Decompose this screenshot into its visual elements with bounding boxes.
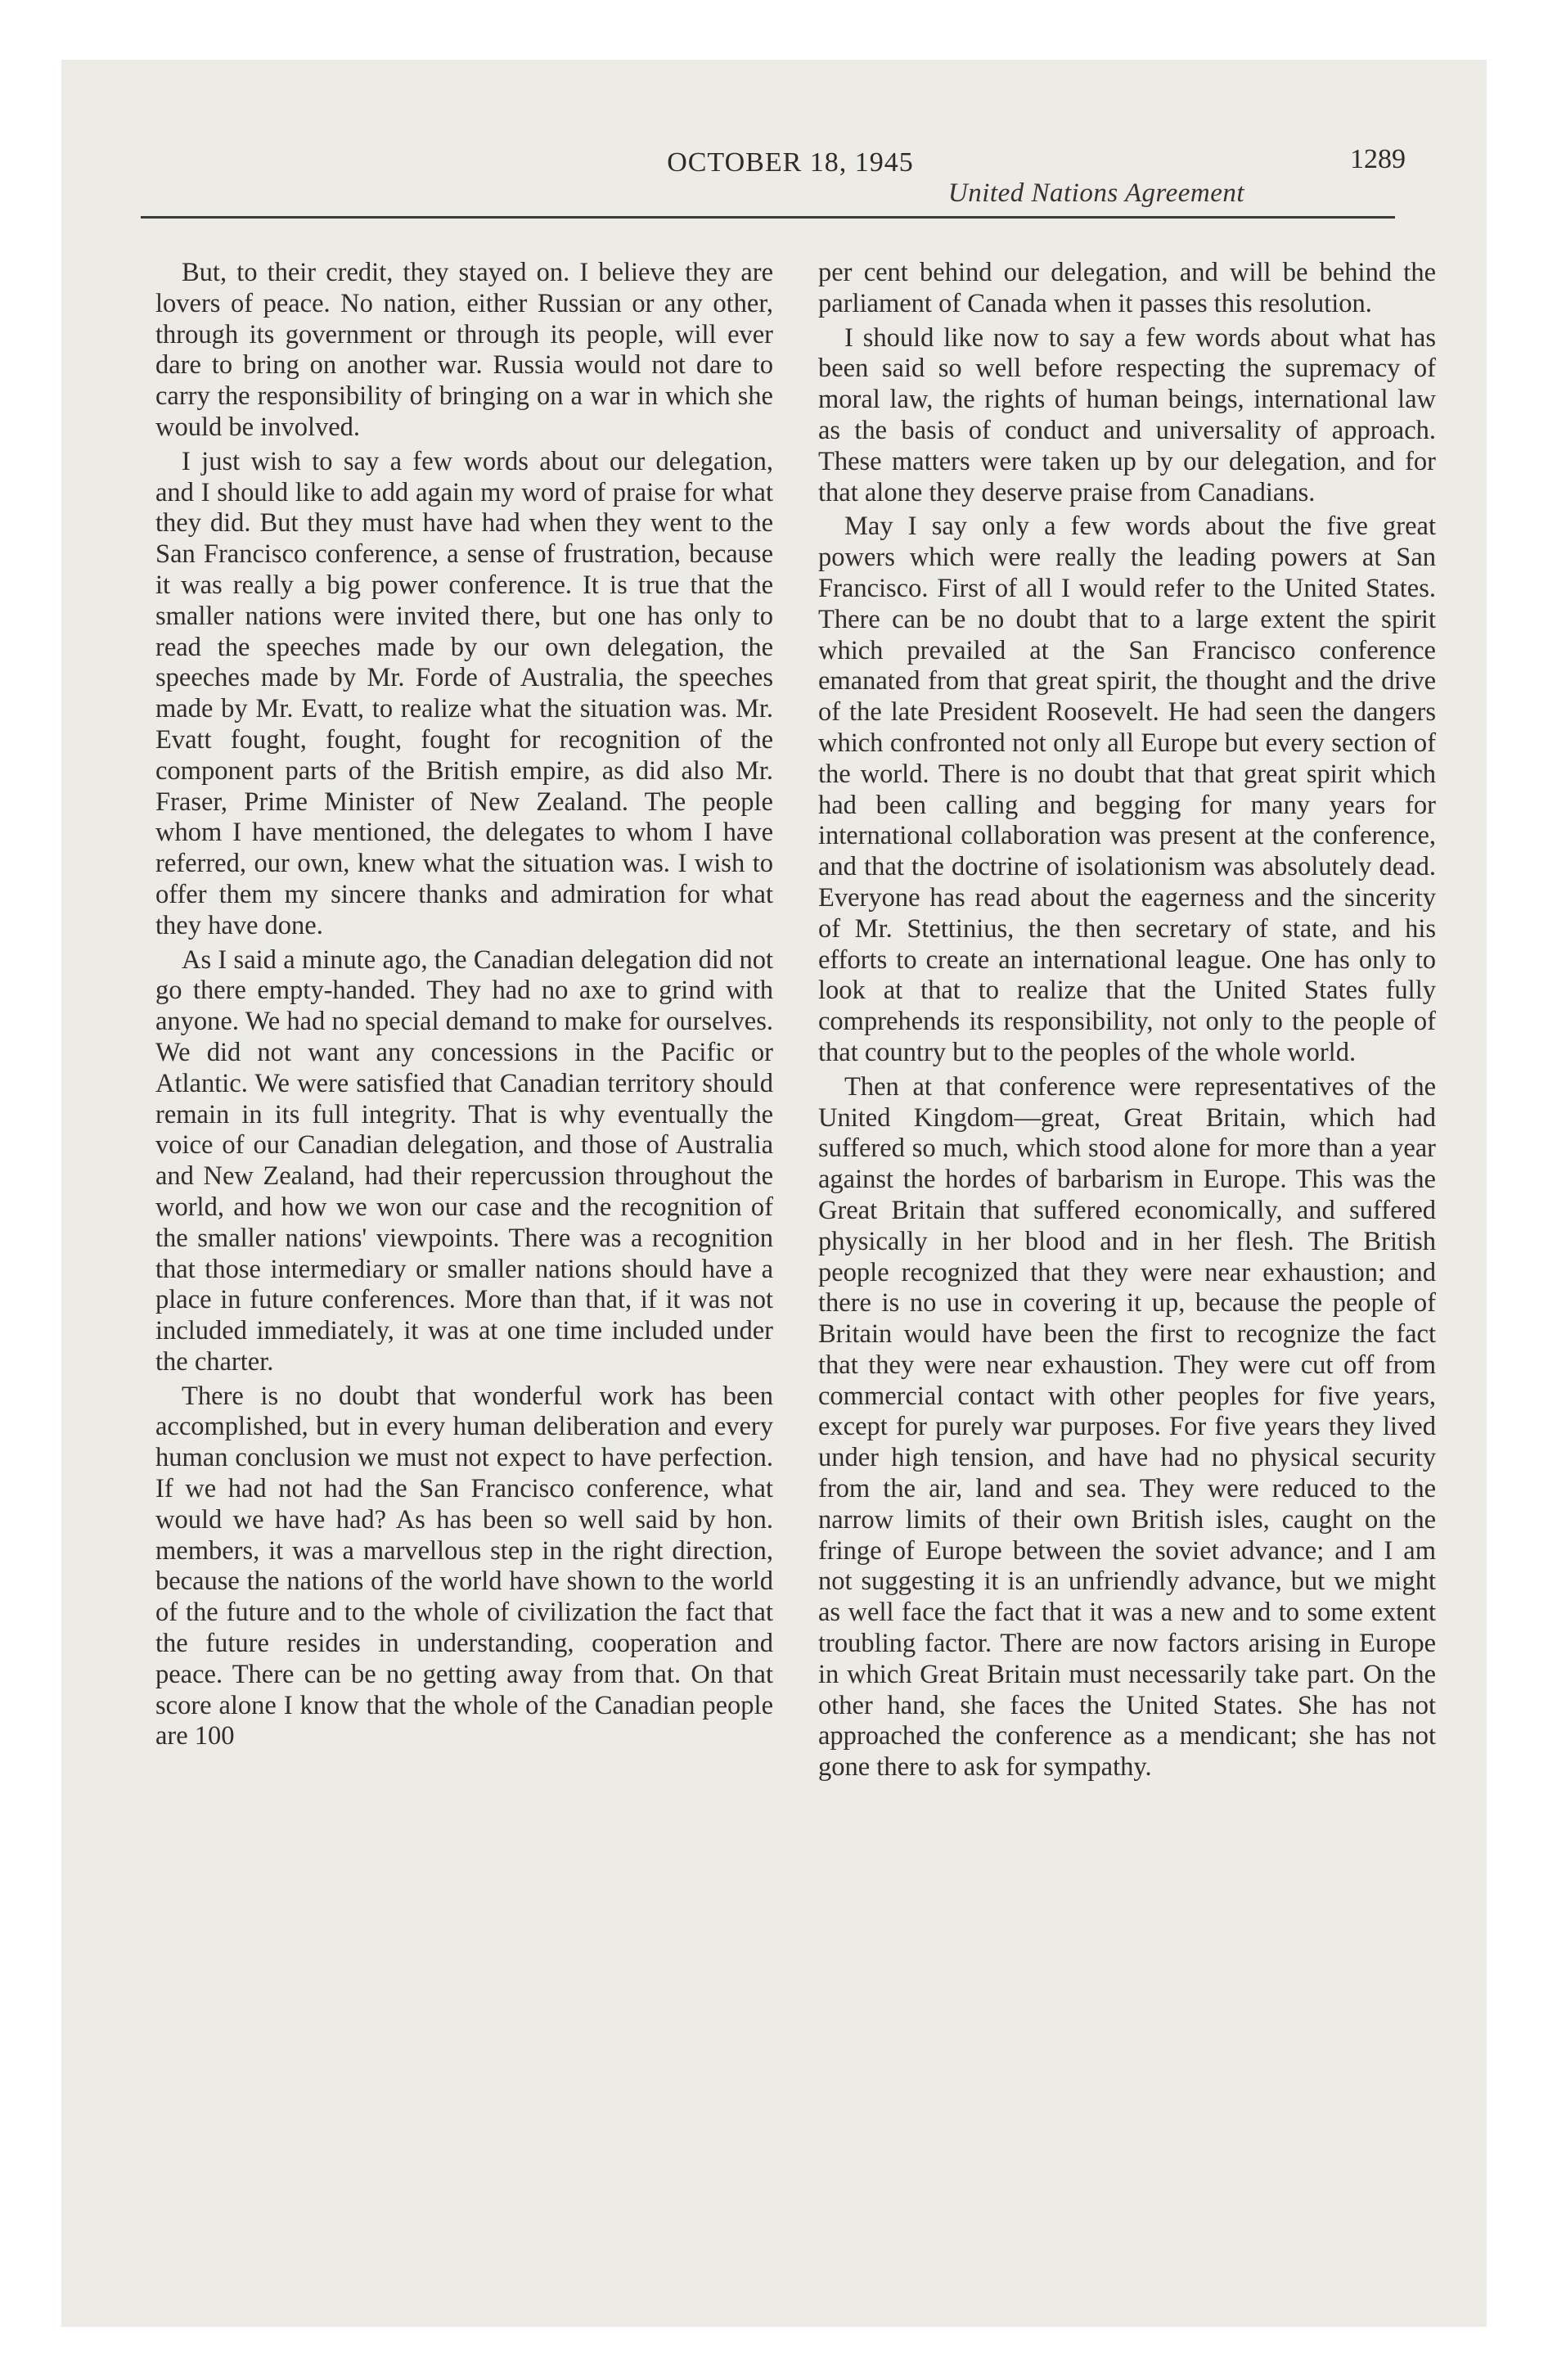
paragraph: There is no doubt that wonderful work has been accomplished, but in every human deliberation and every human conclusion we must not expect to have perfection. If we had not had the San Francisco conference, what would we have had? As has been so well said by hon. members, it was a marvellous step in the right direction, because the nations of the world have shown to the world of the future and to the whole of civilization the fact that the future resides in understanding, cooperation and peace. There can be no getting away from that. On that score alone I know that the whole of the Canadian people are 100 [155, 1381, 773, 1751]
right-column [818, 258, 1436, 2165]
header-rule [141, 216, 1395, 219]
paragraph: May I say only a few words about the five great powers which were really the leading powers at San Francisco. First of all I would refer to the United States. There can be no doubt that to a large extent the spirit which prevailed at the San Francisco conference emanated from that great spirit, the thought and the drive of the late President Roosevelt. He had seen the dangers which confronted not only all Europe but every section of the world. There is no doubt that that great spirit which had been calling and begging for many years for international collaboration was present at the conference, and that the doctrine of isolationism was absolutely dead. Everyone has read about the eagerness and the sincerity of Mr. Stettinius, the then secretary of state, and his efforts to create an international league. One has only to look at that to realize that the United States fully comprehends its responsibility, not only to the people of that country but to the peoples of the whole world. [818, 512, 1436, 1067]
paragraph: I should like now to say a few words about what has been said so well before respecting the supremacy of moral law, the rights of human beings, international law as the basis of conduct and universality of approach. These matters were taken up by our delegation, and for that alone they deserve praise from Canadians. [818, 322, 1436, 507]
left-column [155, 258, 773, 2165]
paragraph-continued: per cent behind our delegation, and will be behind the parliament of Canada when it passes this resolution. [818, 258, 1436, 318]
page-date: OCTOBER 18, 1945 [667, 147, 914, 178]
paragraph: I just wish to say a few words about our delegation, and I should like to add again my word of praise for what they did. But they must have had when they went to the San Francisco conference, a sense of frustration, because it was really a big power conference. It is true that the smaller nations were invited there, but one has only to read the speeches made by our own delegation, the speeches made by Mr. Forde of Australia, the speeches made by Mr. Evatt, to realize what the situation was. Mr. Evatt fought, fought, fought for recognition of the component parts of the British empire, as did also Mr. Fraser, Prime Minister of New Zealand. The people whom I have mentioned, the delegates to whom I have referred, our own, knew what the situation was. I wish to offer them my sincere thanks and admiration for what they have done. [155, 446, 773, 940]
paragraph: Then at that conference were representatives of the United Kingdom—great, Great Britain, which had suffered so much, which stood alone for more than a year against the hordes of barbarism in Europe. This was the Great Britain that suffered economically, and suffered physically in her blood and in her flesh. The British people recognized that they were near exhaustion; and there is no use in covering it up, because the people of Britain would have been the first to recognize the fact that they were near exhaustion. They were cut off from commercial contact with other peoples for five years, except for purely war purposes. For five years they lived under high tension, and have had no physical security from the air, land and sea. They were reduced to the narrow limits of their own British isles, caught on the fringe of Europe between the soviet advance; and I am not suggesting it is an unfriendly advance, but we might as well face the fact that it was a new and to some extent troubling factor. There are now factors arising in Europe in which Great Britain must necessarily take part. On the other hand, she faces the United States. She has not approached the conference as a mendicant; she has not gone there to ask for sympathy. [818, 1071, 1436, 1783]
running-title: United Nations Agreement [947, 178, 1245, 208]
page-number: 1289 [1350, 144, 1406, 174]
paragraph: As I said a minute ago, the Canadian delegation did not go there empty-handed. They had no axe to grind with anyone. We had no special demand to make for ourselves. We did not want any concessions in the Pacific or Atlantic. We were satisfied that Canadian territory should remain in its full integrity. That is why eventually the voice of our Canadian delegation, and those of Australia and New Zealand, had their repercussion throughout the world, and how we won our case and the recognition of the smaller nations' viewpoints. There was a recognition that those intermediary or smaller nations should have a place in future conferences. More than that, if it was not included immediately, it was at one time included under the charter. [155, 944, 773, 1377]
paragraph: But, to their credit, they stayed on. I believe they are lovers of peace. No nation, either Russian or any other, through its government or through its people, will ever dare to bring on another war. Russia would not dare to carry the responsibility of bringing on a war in which she would be involved. [155, 258, 773, 442]
